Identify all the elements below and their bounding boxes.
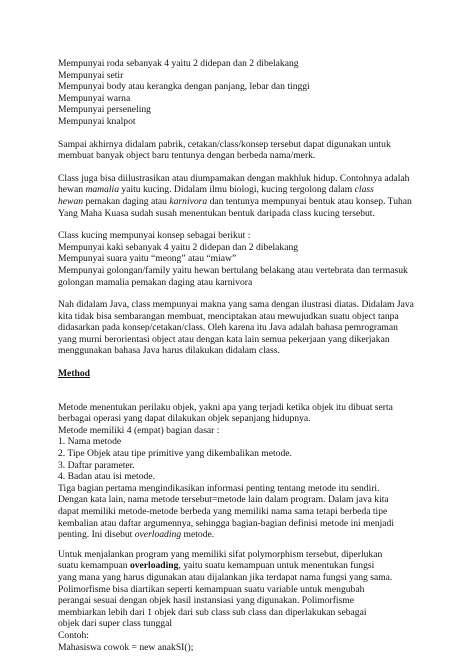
paragraph-line: yang mana yang harus digunakan atau dijalankan jika terdapat nama fungsi yang sama. bbox=[58, 571, 393, 583]
paragraph-line: hewan pemakan daging atau karnivora dan tentunya mempunyai bentuk atau konsep. Tuhan bbox=[58, 195, 412, 207]
paragraph-line: Mempunyai suara yaitu “meong” atau “miaw” bbox=[58, 253, 237, 265]
paragraph-line: didasarkan pada konsep/cetakan/class. Oleh karena itu Java adalah bahasa pemrograman bbox=[58, 322, 398, 334]
feature-line: Mempunyai warna bbox=[58, 92, 131, 104]
code-line: Mahasiswa cowok = new anakSI(); bbox=[58, 641, 194, 653]
feature-line: Mempunyai perseneling bbox=[58, 104, 151, 116]
list-item: 2. Tipe Objek atau tipe primitive yang dikembalikan metode. bbox=[58, 448, 292, 460]
paragraph-line: Sampai akhirnya didalam pabrik, cetakan/class/konsep tersebut dapat digunakan untuk bbox=[58, 138, 391, 150]
paragraph-line: kita tidak bisa sembarangan membuat, menciptakan atau mewujudkan suatu object tanpa bbox=[58, 310, 399, 322]
paragraph-line: Contoh: bbox=[58, 629, 89, 641]
factory-paragraph bbox=[58, 139, 430, 162]
paragraph-line: Mempunyai golongan/family yaitu hewan bertulang belakang atau vertebrata dan termasuk bbox=[58, 264, 408, 276]
italic-term: hewan bbox=[58, 195, 86, 207]
italic-term: class bbox=[354, 184, 374, 196]
paragraph-line: suatu kemampuan overloading, yaitu suatu kemampuan untuk menentukan fungsi bbox=[58, 560, 375, 572]
paragraph-line: perangai sesuai dengan objek hasil instansiasi yang digunakan. Polimorfisme bbox=[58, 595, 355, 607]
feature-line: Mempunyai roda sebanyak 4 yaitu 2 didepan dan 2 dibelakang bbox=[58, 58, 299, 69]
cat-paragraph bbox=[58, 173, 430, 219]
italic-term: overloading bbox=[134, 529, 182, 541]
paragraph-line: Nah didalam Java, class mempunyai makna yang sama dengan ilustrasi diatas. Didalam Java bbox=[58, 299, 414, 311]
car-features bbox=[58, 58, 430, 128]
paragraph-line: Yang Maha Kuasa sudah susah menentukan bentuk daripada class kucing tersebut. bbox=[58, 207, 375, 219]
paragraph-line: penting. Ini disebut overloading metode. bbox=[58, 529, 215, 541]
paragraph-line: Metode menentukan perilaku objek, yakni apa yang terjadi ketika objek itu dibuat serta bbox=[58, 401, 393, 413]
paragraph-line: berbagai operasi yang dapat dilakukan objek sepanjang hidupnya. bbox=[58, 413, 311, 425]
method-paragraph bbox=[58, 402, 430, 541]
paragraph-line: objek dari super class tunggal bbox=[58, 618, 173, 630]
paragraph-line: hewan mamalia yaitu kucing. Didalam ilmu biologi, kucing tergolong dalam class bbox=[58, 184, 374, 196]
feature-line: Mempunyai body atau kerangka dengan panjang, lebar dan tinggi bbox=[58, 81, 310, 93]
paragraph-line: Polimorfisme bisa diartikan seperti kemampuan suatu variable untuk mengubah bbox=[58, 583, 365, 595]
feature-line: Mempunyai setir bbox=[58, 69, 124, 81]
paragraph-line: Metode memiliki 4 (empat) bagian dasar : bbox=[58, 424, 220, 436]
paragraph-line: golongan mamalia pemakan daging atau karnivora bbox=[58, 276, 253, 288]
paragraph-line: yang murni berorientasi object atau dengan kata lain semua pekerjaan yang dikerjakan bbox=[58, 333, 390, 345]
italic-term: karnivora bbox=[169, 195, 208, 207]
section-heading: Method bbox=[58, 368, 90, 380]
paragraph-line: Dengan kata lain, nama metode tersebut=metode lain dalam program. Dalam java kita bbox=[58, 494, 389, 506]
paragraph-line: Tiga bagian pertama mengindikasikan informasi penting tentang metode itu sendiri. bbox=[58, 482, 380, 494]
paragraph-line: menggunakan bahasa Java harus dilakukan didalam class. bbox=[58, 345, 280, 357]
paragraph-line: dapat memiliki metode-metode berbeda yang memiliki nama sama tetapi berbeda tipe bbox=[58, 506, 388, 517]
paragraph-line: Class juga bisa diilustrasikan atau diumpamakan dengan makhluk hidup. Contohnya adalah bbox=[58, 172, 410, 184]
feature-line: Mempunyai knalpot bbox=[58, 115, 136, 127]
list-item: 4. Badan atau isi metode. bbox=[58, 471, 155, 483]
cat-concept-list bbox=[58, 230, 430, 288]
section-heading-block bbox=[58, 368, 430, 380]
paragraph-line: kembalian atau daftar argumennya, sehingga bagian-bagian definisi metode ini menjadi bbox=[58, 517, 395, 529]
java-paragraph bbox=[58, 299, 430, 357]
paragraph-line: Class kucing mempunyai konsep sebagai berikut : bbox=[58, 230, 251, 242]
list-item: 1. Nama metode bbox=[58, 436, 122, 448]
paragraph-line: Untuk menjalankan program yang memiliki sifat polymorphism tersebut, diperlukan bbox=[58, 548, 383, 560]
paragraph-line: membuat banyak object baru tentunya dengan berbeda nama/merk. bbox=[58, 150, 316, 162]
italic-term: mamalia bbox=[85, 184, 120, 196]
bold-term: overloading bbox=[129, 560, 179, 572]
paragraph-line: membiarkan lebih dari 1 objek dari sub class sub class dan diperlakukan sebagai bbox=[58, 606, 367, 618]
polymorphism-paragraph bbox=[58, 549, 430, 653]
paragraph-line: Mempunyai kaki sebanyak 4 yaitu 2 didepan dan 2 dibelakang bbox=[58, 241, 299, 253]
list-item: 3. Daftar parameter. bbox=[58, 459, 135, 471]
